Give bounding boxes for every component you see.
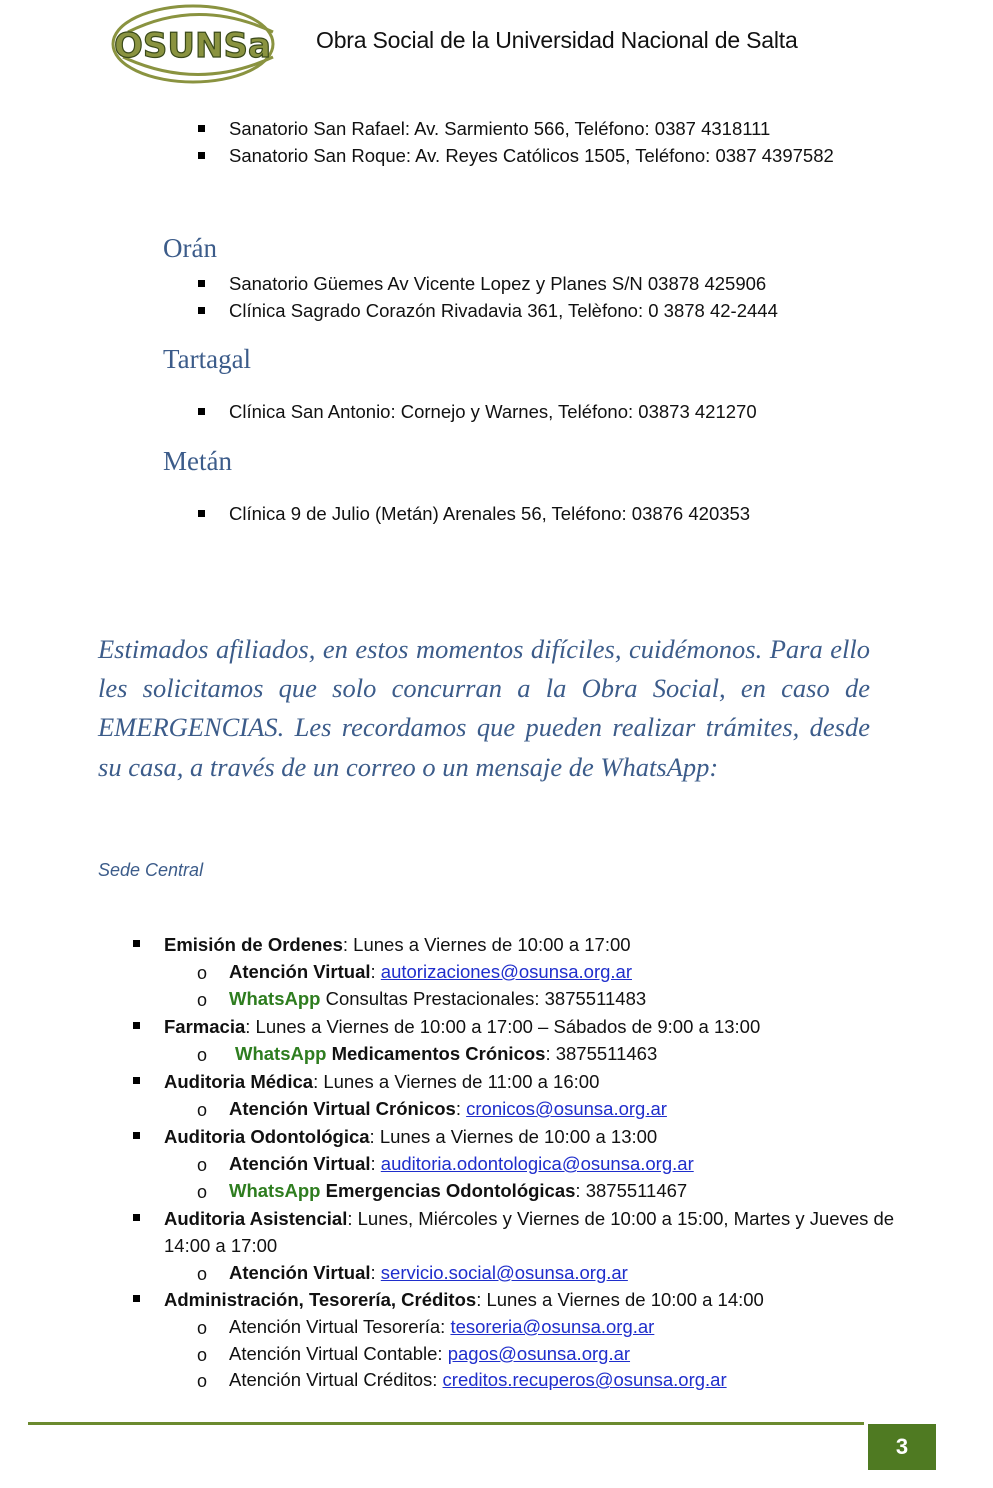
email-link[interactable]: pagos@osunsa.org.ar bbox=[447, 1343, 631, 1364]
header-title: Obra Social de la Universidad Nacional de Salta bbox=[316, 27, 798, 53]
intro-paragraph: Estimados afiliados, en estos momentos difíciles, cuidémonos. Para ello les solicitamos que solo concurran a la Obra Social, en caso de EMERGENCIAS. Les recordamos que pueden realizar trámites, desde su casa, a través de un correo o un mensaje de WhatsApp: bbox=[98, 634, 870, 782]
svg-text:OSUNSa: OSUNSa bbox=[114, 26, 271, 66]
service-asistencial: Auditoria Asistencial: Lunes, Miércoles y Viernes de 10:00 a 15:00, Martes y Jueves de bbox=[164, 1208, 895, 1229]
sub-bullet-icon: o bbox=[197, 1155, 208, 1175]
service-farmacia: Farmacia: Lunes a Viernes de 10:00 a 17:00 – Sábados de 9:00 a 13:00 bbox=[164, 1016, 761, 1037]
email-link[interactable]: servicio.social@osunsa.org.ar bbox=[380, 1262, 628, 1283]
section-heading-tartagal: Tartagal bbox=[163, 344, 252, 374]
bullet-icon bbox=[198, 152, 205, 159]
farmacia-whatsapp: WhatsApp Medicamentos Crónicos: 3875511463 bbox=[235, 1043, 658, 1064]
service-medica: Auditoria Médica: Lunes a Viernes de 11:00 a 16:00 bbox=[164, 1071, 600, 1092]
emision-virtual: Atención Virtual: autorizaciones@osunsa.org.ar bbox=[229, 961, 632, 982]
bullet-icon bbox=[198, 125, 205, 132]
admin-tesoreria: Atención Virtual Tesorería: tesoreria@osunsa.org.ar bbox=[229, 1316, 655, 1337]
odonto-virtual: Atención Virtual: auditoria.odontologica@osunsa.org.ar bbox=[229, 1153, 694, 1174]
bullet-icon bbox=[198, 307, 205, 314]
service-emision: Emisión de Ordenes: Lunes a Viernes de 10:00 a 17:00 bbox=[164, 934, 631, 955]
footer-divider bbox=[28, 1422, 864, 1425]
sub-bullet-icon: o bbox=[197, 990, 208, 1010]
sub-bullet-icon: o bbox=[197, 1182, 208, 1202]
sub-bullet-icon: o bbox=[197, 1264, 208, 1284]
bullet-icon bbox=[133, 1295, 140, 1302]
admin-contable: Atención Virtual Contable: pagos@osunsa.org.ar bbox=[229, 1343, 631, 1364]
section-heading-metan: Metán bbox=[163, 446, 232, 476]
admin-creditos: Atención Virtual Créditos: creditos.recuperos@osunsa.org.ar bbox=[229, 1369, 727, 1390]
email-link[interactable]: creditos.recuperos@osunsa.org.ar bbox=[442, 1369, 727, 1390]
list-item: Sanatorio Güemes Av Vicente Lopez y Planes S/N 03878 425906 bbox=[229, 273, 767, 294]
bullet-icon bbox=[133, 1132, 140, 1139]
sub-bullet-icon: o bbox=[197, 1045, 208, 1065]
service-administracion: Administración, Tesorería, Créditos: Lunes a Viernes de 10:00 a 14:00 bbox=[164, 1289, 764, 1310]
email-link[interactable]: cronicos@osunsa.org.ar bbox=[466, 1098, 667, 1119]
list-item: Clínica 9 de Julio (Metán) Arenales 56, Teléfono: 03876 420353 bbox=[229, 503, 751, 524]
medica-virtual: Atención Virtual Crónicos: cronicos@osunsa.org.ar bbox=[229, 1098, 667, 1119]
sub-bullet-icon: o bbox=[197, 1100, 208, 1120]
list-item: Sanatorio San Rafael: Av. Sarmiento 566, Teléfono: 0387 4318111 bbox=[229, 118, 771, 139]
email-link[interactable]: auditoria.odontologica@osunsa.org.ar bbox=[380, 1153, 694, 1174]
bullet-icon bbox=[133, 940, 140, 947]
list-item: Clínica Sagrado Corazón Rivadavia 361, Telèfono: 0 3878 42-2444 bbox=[229, 300, 778, 321]
bullet-icon bbox=[198, 280, 205, 287]
page-number: 3 bbox=[868, 1424, 936, 1470]
email-link[interactable]: autorizaciones@osunsa.org.ar bbox=[380, 961, 632, 982]
asistencial-hours-continued: 14:00 a 17:00 bbox=[164, 1235, 278, 1256]
sub-bullet-icon: o bbox=[197, 1318, 208, 1338]
odonto-whatsapp: WhatsApp Emergencias Odontológicas: 3875511467 bbox=[229, 1180, 688, 1201]
osunsa-logo bbox=[108, 2, 290, 86]
emision-whatsapp: WhatsApp Consultas Prestacionales: 3875511483 bbox=[229, 988, 647, 1009]
list-item: Clínica San Antonio: Cornejo y Warnes, Teléfono: 03873 421270 bbox=[229, 401, 757, 422]
bullet-icon bbox=[133, 1077, 140, 1084]
asistencial-virtual: Atención Virtual: servicio.social@osunsa.org.ar bbox=[229, 1262, 628, 1283]
sede-central-label: Sede Central bbox=[98, 860, 204, 880]
list-item: Sanatorio San Roque: Av. Reyes Católicos 1505, Teléfono: 0387 4397582 bbox=[229, 145, 834, 166]
email-link[interactable]: tesoreria@osunsa.org.ar bbox=[450, 1316, 655, 1337]
sub-bullet-icon: o bbox=[197, 1371, 208, 1391]
sub-bullet-icon: o bbox=[197, 963, 208, 983]
bullet-icon bbox=[133, 1022, 140, 1029]
sub-bullet-icon: o bbox=[197, 1345, 208, 1365]
bullet-icon bbox=[198, 510, 205, 517]
service-odontologica: Auditoria Odontológica: Lunes a Viernes de 10:00 a 13:00 bbox=[164, 1126, 658, 1147]
section-heading-oran: Orán bbox=[163, 233, 217, 263]
bullet-icon bbox=[198, 408, 205, 415]
bullet-icon bbox=[133, 1214, 140, 1221]
